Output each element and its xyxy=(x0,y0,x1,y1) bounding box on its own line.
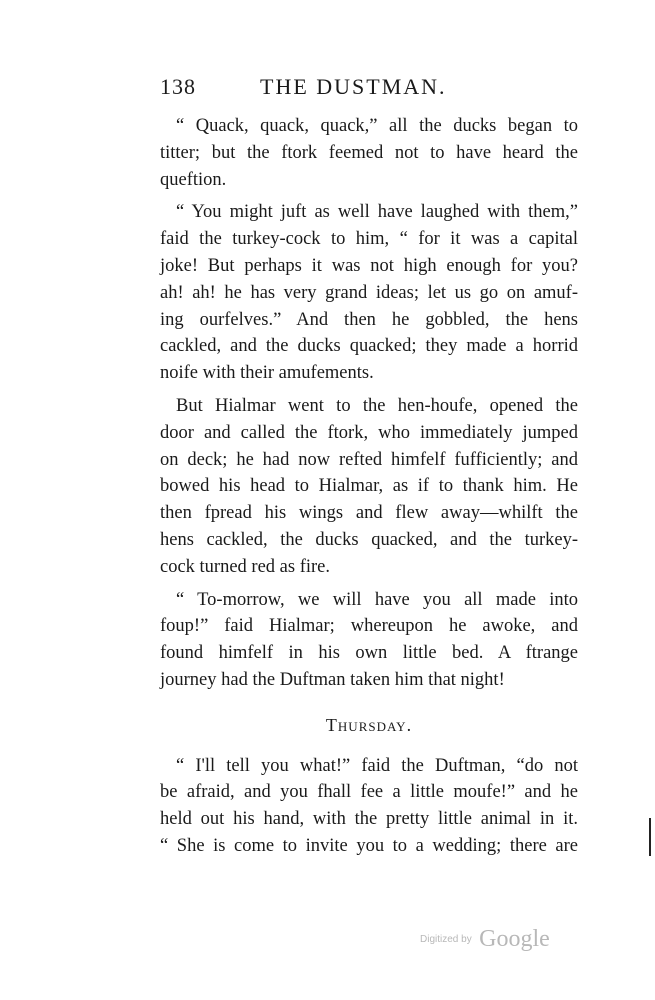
text-line: found himfelf in his own little bed. A ftrange xyxy=(160,643,578,664)
digitization-watermark xyxy=(420,926,550,953)
section-heading: Thursday. xyxy=(325,714,413,735)
text-line: ah! ah! he has very grand ideas; let us go on amuf- xyxy=(160,282,578,303)
text-line: bowed his head to Hialmar, as if to thank him. He xyxy=(160,476,578,497)
text-line: titter; but the ftork feemed not to have heard the xyxy=(160,142,578,163)
body-text xyxy=(160,113,578,860)
text-line: “ Quack, quack, quack,” all the ducks began to xyxy=(176,116,578,136)
text-line: journey had the Duftman taken him that night! xyxy=(160,669,505,690)
text-line: cackled, and the ducks quacked; they made a horrid xyxy=(160,336,578,357)
text-line: door and called the ftork, who immediately jumped xyxy=(160,422,578,443)
text-line: foup!” faid Hialmar; whereupon he awoke, and xyxy=(160,616,578,637)
text-line: on deck; he had now refted himfelf fufficiently; and xyxy=(160,449,578,470)
text-line: queftion. xyxy=(160,169,227,190)
text-line: faid the turkey-cock to him, “ for it was a capital xyxy=(160,229,578,250)
text-line: “ I'll tell you what!” faid the Duftman, “do not xyxy=(176,755,578,776)
text-line: then fpread his wings and flew away—whilft the xyxy=(160,503,578,524)
text-line: “ She is come to invite you to a wedding; there are xyxy=(160,835,578,856)
text-line: held out his hand, with the pretty little animal in it. xyxy=(160,809,578,830)
page-header xyxy=(160,74,580,104)
margin-mark xyxy=(649,818,651,856)
text-line: noife with their amufements. xyxy=(160,363,374,384)
text-line: “ You might juft as well have laughed with them,” xyxy=(176,202,578,223)
text-line: joke! But perhaps it was not high enough for you? xyxy=(160,255,578,276)
text-line: But Hialmar went to the hen-houfe, opened the xyxy=(176,395,578,416)
text-line: cock turned red as fire. xyxy=(160,556,331,577)
page-number: 138 xyxy=(160,74,196,99)
text-line: hens cackled, the ducks quacked, and the turkey- xyxy=(160,529,578,550)
text-line: be afraid, and you fhall fee a little moufe!” and he xyxy=(160,782,578,803)
text-line: “ To-morrow, we will have you all made into xyxy=(176,589,578,610)
text-line: ing ourfelves.” And then he gobbled, the hens xyxy=(160,309,578,330)
watermark-prefix: Digitized by xyxy=(420,934,472,945)
running-title: THE DUSTMAN. xyxy=(260,74,447,99)
watermark-logo: Google xyxy=(479,926,550,952)
